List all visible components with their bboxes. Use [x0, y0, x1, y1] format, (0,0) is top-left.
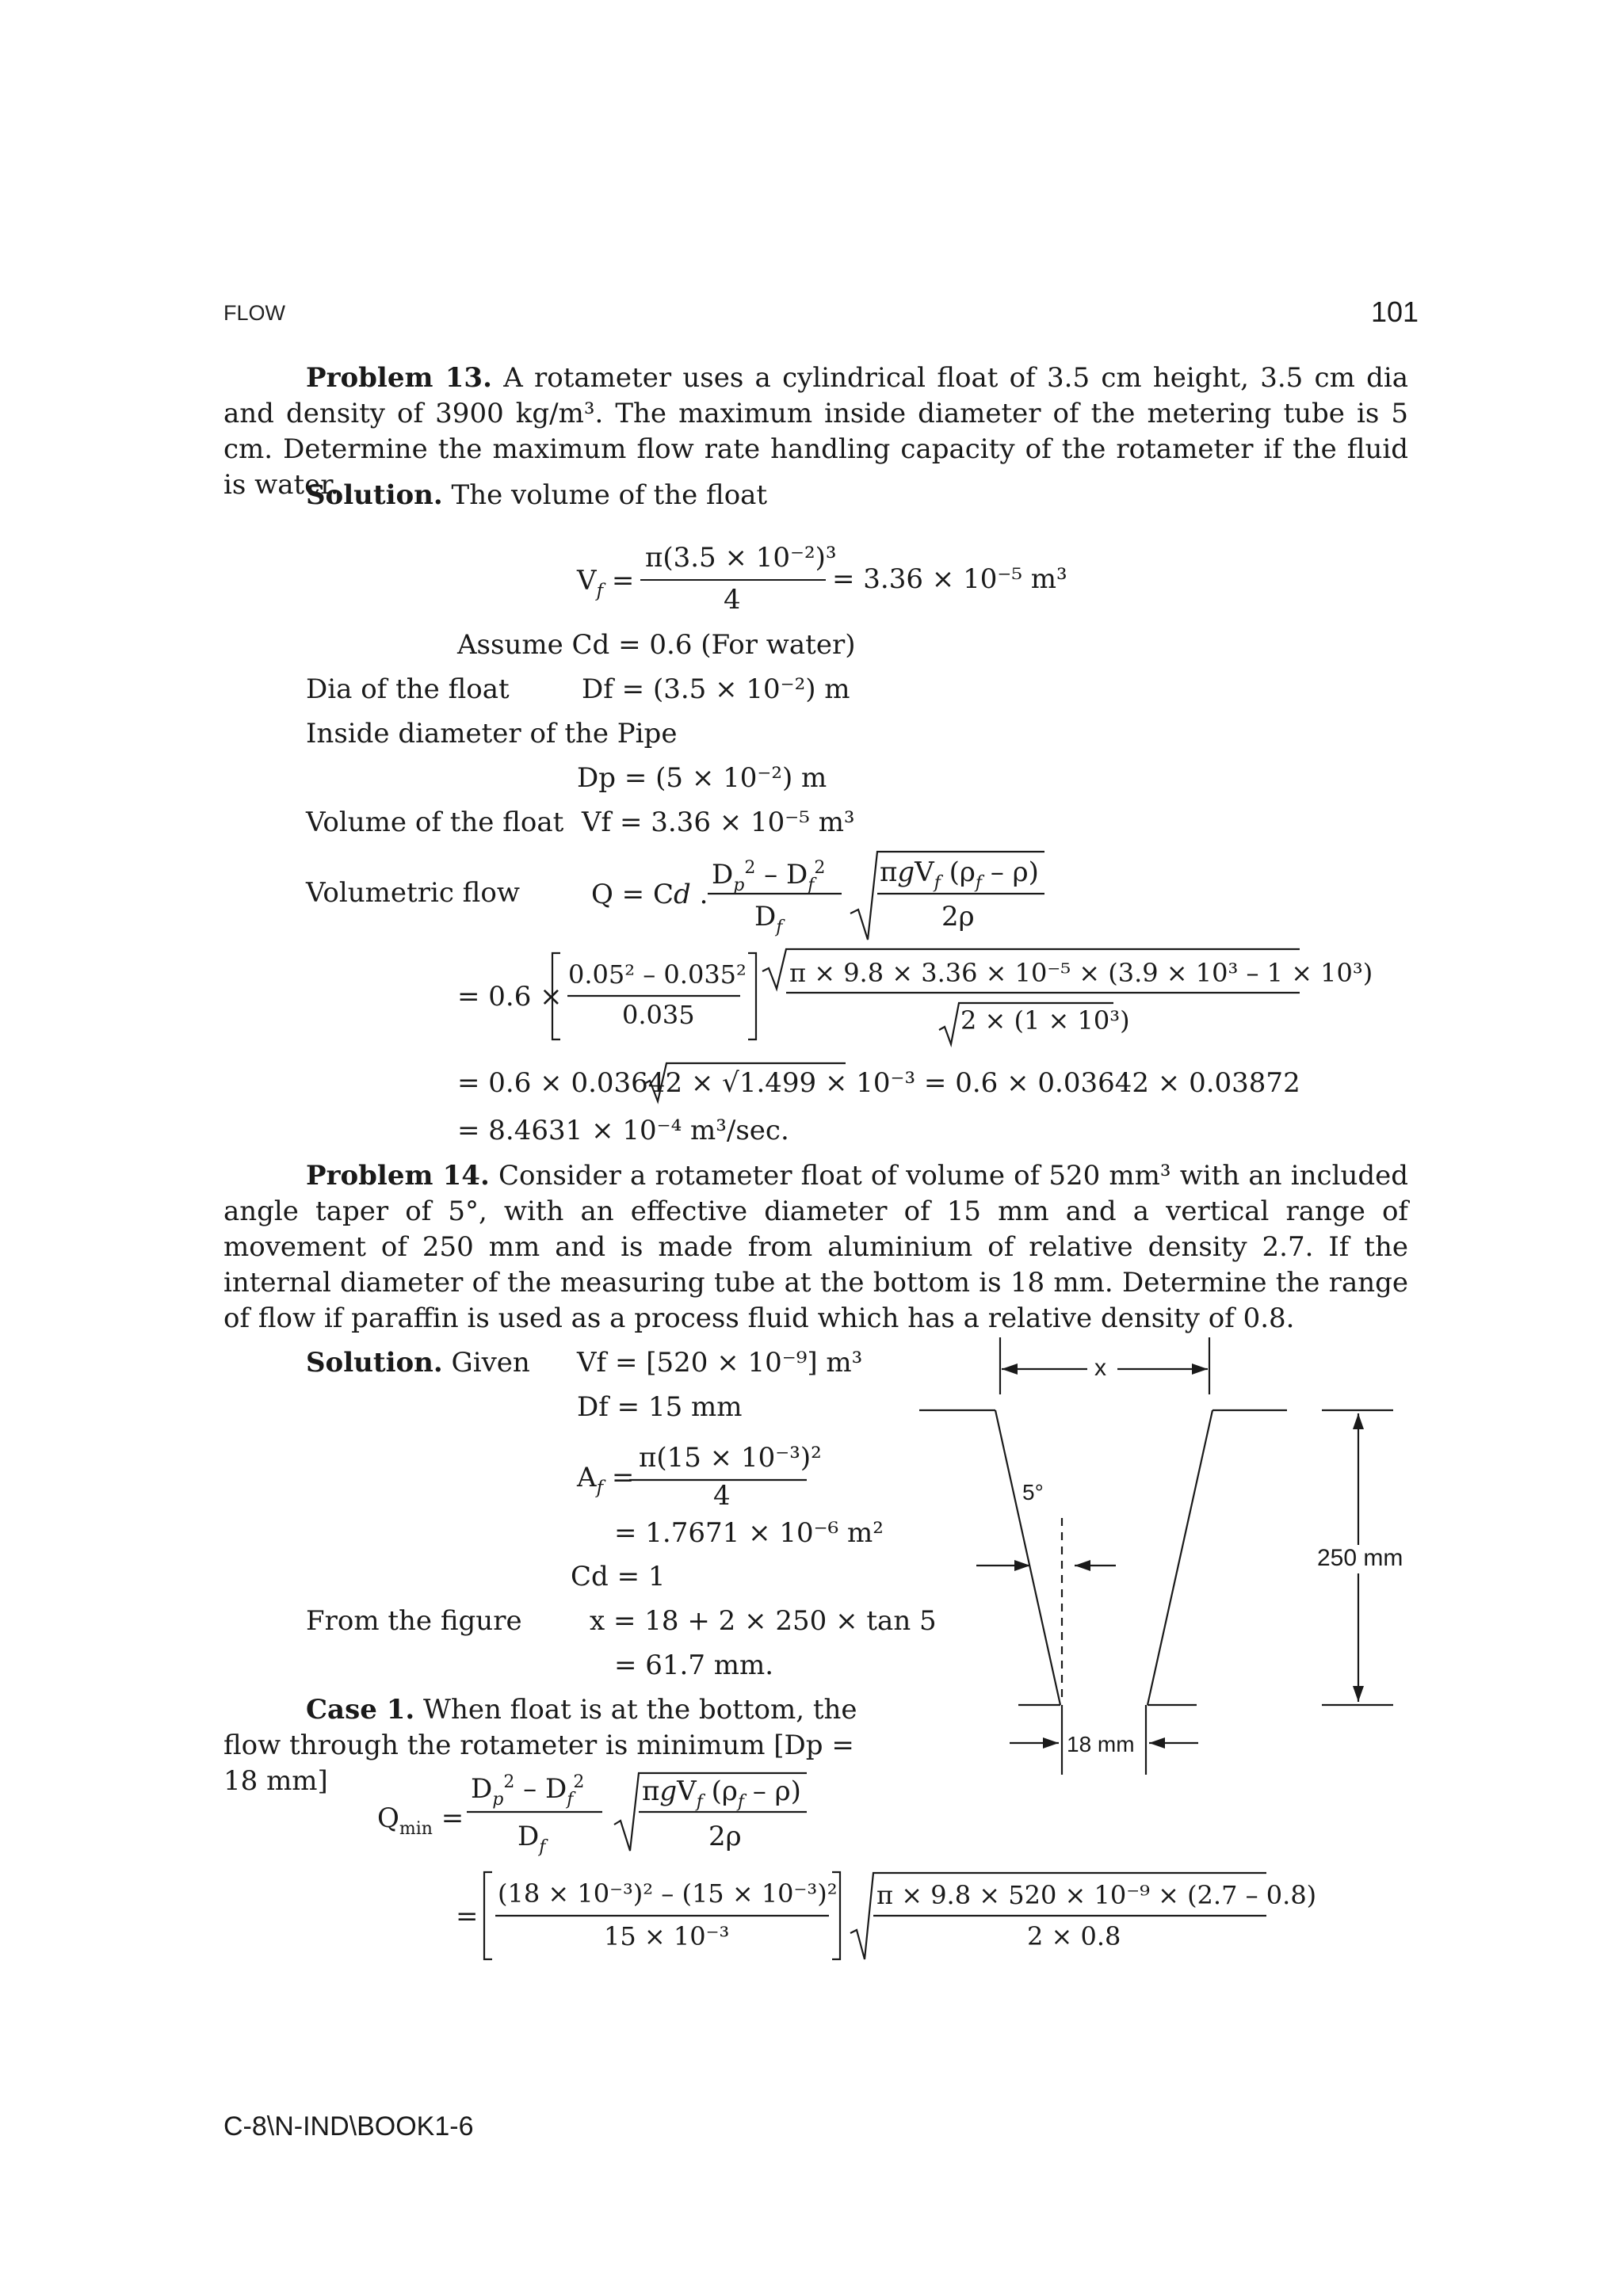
given-vf: Vf = [520 × 10⁻⁹] m³ [577, 1347, 863, 1379]
problem-13-text: A rotameter uses a cylindrical float of 3.5 cm height, 3.5 cm dia and density of 3900 kg/m³. The maximum inside diameter of the metering tube is 5 cm. Determine the maximum flow rate handling capacity of the rotameter if the fluid is water. [223, 362, 1409, 501]
step3: = 8.4631 × 10⁻⁴ m³/sec. [457, 1115, 789, 1146]
solution-14-text: Given [442, 1347, 530, 1379]
step1-sqrt-numerator: π × 9.8 × 3.36 × 10⁻⁵ × (3.9 × 10³ – 1 × 10³) [789, 958, 1373, 988]
svg-text:Df: $D_f$ [754, 901, 783, 937]
assume-cd: Assume Cd = 0.6 (For water) [457, 629, 856, 661]
volume-float-value: Vf = 3.36 × 10⁻⁵ m³ [582, 807, 855, 838]
qmin-step-numerator: (18 × 10⁻³)² – (15 × 10⁻³)² [498, 1878, 838, 1909]
case1-label: Case 1. [306, 1694, 415, 1726]
running-header: FLOW [223, 301, 285, 325]
svg-text:πgVf (ρf – ρ): πgV$_f$ $(\rho_f - \rho)$ [642, 1775, 801, 1812]
af-lhs: $A_f$ = [577, 1462, 635, 1498]
solution-14-label: Solution. [306, 1347, 443, 1379]
svg-text:2ρ: 2ρ [941, 901, 975, 933]
vf-lhs: $V_f$ = [577, 565, 635, 601]
dia-float-label: Dia of the float [306, 673, 510, 705]
x-result: = 61.7 mm. [614, 1650, 774, 1681]
problem-14-label: Problem 14. [306, 1160, 490, 1192]
af-result: = 1.7671 × 10⁻⁶ m² [614, 1517, 884, 1549]
problem-14-text: Consider a rotameter float of volume of 520 mm³ with an included angle taper of 5°, with an effective diameter of 15 mm and a vertical range of movement of 250 mm and is made from aluminium of relative density 2.7. If the internal diameter of the measuring tube at the bottom is 18 mm. Determine the range of flow if paraffin is used as a process fluid which has a relative density of 0.8. [223, 1160, 1408, 1334]
case1-text: When float is at the bottom, the flow through the rotameter is minimum [Dp = 18 mm] [223, 1694, 857, 1797]
svg-text:=: = [456, 1901, 479, 1932]
dia-float-value: Df = (3.5 × 10⁻²) m [582, 673, 850, 705]
cd-value: Cd = 1 [571, 1561, 666, 1592]
figure-bottom-width-label: 18 mm [1067, 1732, 1135, 1756]
svg-text:Dp2 – Df2: $D_p^2 - D_f^2$ [712, 858, 826, 895]
qmin-step-denominator: 15 × 10⁻³ [604, 1921, 730, 1951]
vf-denominator: 4 [724, 584, 741, 616]
pipe-diameter-value: Dp = (5 × 10⁻²) m [577, 762, 827, 794]
footer-code: C-8\N-IND\BOOK1-6 [223, 2111, 474, 2142]
volumetric-flow-label: Volumetric flow [306, 877, 520, 909]
page-number: 101 [1371, 296, 1419, 328]
qmin-sqrt-numerator: π × 9.8 × 520 × 10⁻⁹ × (2.7 – 0.8) [876, 1880, 1317, 1910]
problem-13-label: Problem 13. [306, 362, 492, 394]
svg-text:Df: $D_f$ [517, 1821, 546, 1857]
af-denominator: 4 [713, 1480, 731, 1512]
volume-float-label: Volume of the float [306, 807, 564, 838]
from-figure-label: From the figure [306, 1605, 522, 1637]
svg-text:Dp2 – Df2: $D_p^2 - D_f^2$ [471, 1772, 585, 1810]
svg-text:2ρ: 2ρ [708, 1821, 742, 1852]
step1-frac-numerator: 0.05² – 0.035² [568, 959, 747, 990]
figure-height-label: 250 mm [1317, 1545, 1403, 1571]
given-df: Df = 15 mm [577, 1391, 743, 1423]
vf-result: = 3.36 × 10⁻⁵ m³ [832, 563, 1067, 595]
step1-frac-denominator: 0.035 [622, 1000, 695, 1030]
svg-text:πgVf (ρf – ρ): πgV$_f$ $(\rho_f - \rho)$ [880, 856, 1039, 893]
solution-text: The volume of the float [442, 479, 768, 511]
svg-text:Q = Cd .: Q = Cd . [591, 879, 708, 910]
figure-angle-label: 5° [1022, 1480, 1044, 1505]
figure-x-label: x [1094, 1355, 1106, 1381]
x-equation: x = 18 + 2 × 250 × tan 5 [590, 1605, 937, 1637]
solution-label: Solution. [306, 479, 443, 511]
step2: = 0.6 × 0.03642 × √1.499 × 10⁻³ = 0.6 × 0.03642 × 0.03872 [457, 1067, 1300, 1099]
svg-text:Qmin =: $Q_{min}$ = [377, 1802, 464, 1839]
pipe-diameter-label: Inside diameter of the Pipe [306, 718, 678, 749]
af-numerator: π(15 × 10⁻³)² [639, 1442, 822, 1474]
step1-prefix: = 0.6 × [457, 981, 563, 1013]
vf-numerator: π(3.5 × 10⁻²)³ [645, 542, 837, 574]
step1-sqrt-denominator: 2 × (1 × 10³) [960, 1005, 1130, 1035]
qmin-sqrt-denominator: 2 × 0.8 [1027, 1921, 1121, 1951]
